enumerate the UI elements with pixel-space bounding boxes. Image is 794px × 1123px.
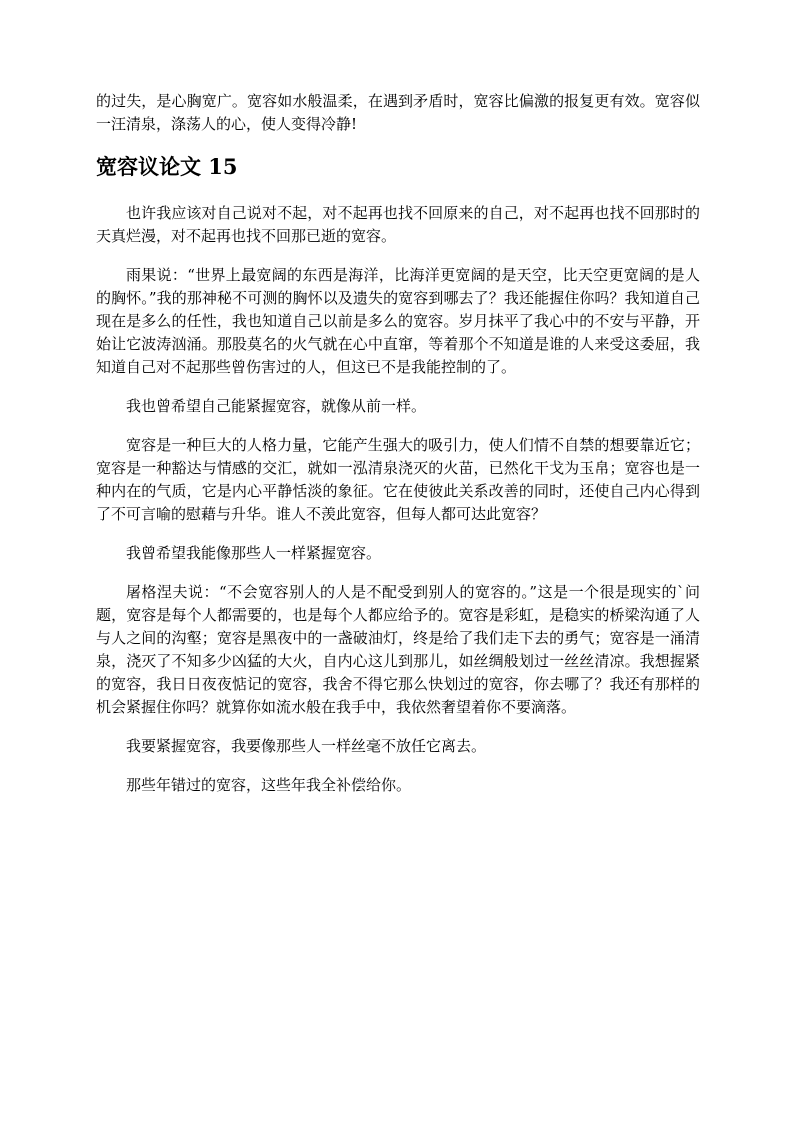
- section-heading: 宽容议论文 15: [96, 154, 238, 179]
- lead-paragraph: 的过失，是心胸宽广。宽容如水般温柔，在遇到矛盾时，宽容比偏激的报复更有效。宽容似一汪清泉，涤荡人的心，使人变得冷静!: [96, 92, 700, 133]
- paragraph-5: 我曾希望我能像那些人一样紧握宽容。: [126, 544, 382, 562]
- paragraph-3: 我也曾希望自己能紧握宽容，就像从前一样。: [126, 397, 427, 415]
- document-page: [96, 90, 700, 813]
- paragraph-7: 我要紧握宽容，我要像那些人一样丝毫不放任它离去。: [126, 737, 487, 755]
- paragraph-2: 雨果说：“世界上最宽阔的东西是海洋，比海洋更宽阔的是天空，比天空更宽阔的是人的胸怀。”我的那神秘不可测的胸怀以及遗失的宽容到哪去了？我还能握住你吗？我知道自己现在是多么的任性，我也知道自己以前是多么的宽容。岁月抹平了我心中的不安与平静，开始让它波涛汹涌。那股莫名的火气就在心中直窜，等着那个不知道是谁的人来受这委屈，我知道自己对不起那些曾伤害过的人，但这已不是我能控制的了。: [96, 266, 700, 376]
- paragraph-4: 宽容是一种巨大的人格力量，它能产生强大的吸引力，使人们情不自禁的想要靠近它；宽容是一种豁达与情感的交汇，就如一泓清泉浇灭的火苗，已然化干戈为玉帛；宽容也是一种内在的气质，它是内心平静恬淡的象征。它在使彼此关系改善的同时，还使自己内心得到了不可言喻的慰藉与升华。谁人不羡此宽容，但每人都可达此宽容？: [96, 436, 700, 523]
- paragraph-1: 也许我应该对自己说对不起，对不起再也找不回原来的自己，对不起再也找不回那时的天真烂漫，对不起再也找不回那已逝的宽容。: [96, 204, 700, 245]
- paragraph-8: 那些年错过的宽容，这些年我全补偿给你。: [126, 776, 412, 794]
- paragraph-6: 屠格涅夫说：“不会宽容别人的人是不配受到别人的宽容的。”这是一个很是现实的`问题，宽容是每个人都需要的，也是每个人都应给予的。宽容是彩虹，是稳实的桥梁沟通了人与人之间的沟壑；宽容是黑夜中的一盏破油灯，终是给了我们走下去的勇气；宽容是一涌清泉，浇灭了不知多少凶猛的大火，自内心这儿到那儿，如丝绸般划过一丝丝清凉。我想握紧的宽容，我日日夜夜惦记的宽容，我舍不得它那么快划过的宽容，你去哪了？我还有那样的机会紧握住你吗？就算你如流水般在我手中，我依然奢望着你不要滴落。: [96, 583, 700, 716]
